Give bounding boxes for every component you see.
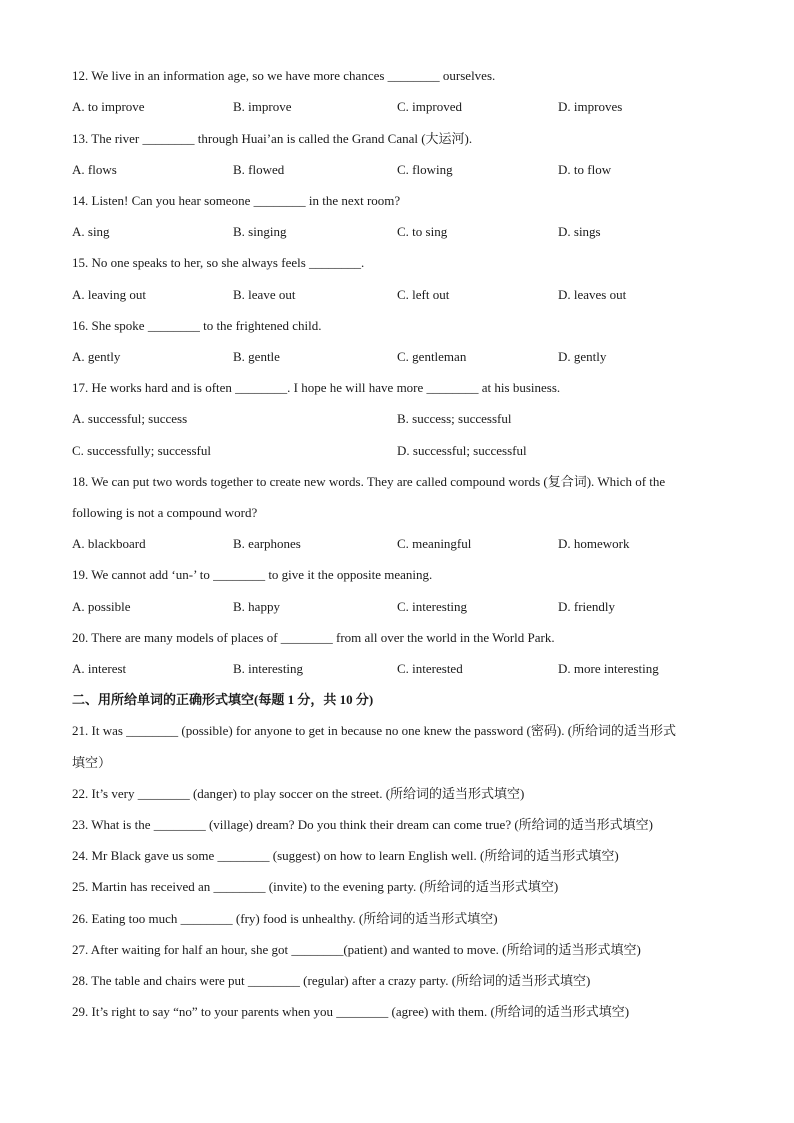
option-c: C. improved bbox=[397, 99, 462, 114]
fill-item-29: 29. It’s right to say “no” to your parents when you ________ (agree) with them. (所给词的适当形式填空) bbox=[72, 1004, 630, 1019]
option-a: A. sing bbox=[72, 224, 110, 239]
option-b: B. earphones bbox=[233, 536, 301, 551]
option-c: C. meaningful bbox=[397, 536, 472, 551]
fill-item-25: 25. Martin has received an ________ (invite) to the evening party. (所给词的适当形式填空) bbox=[72, 879, 559, 894]
fill-item-21: 21. It was ________ (possible) for anyone to get in because no one knew the password (密码). (所给词的适当形式 bbox=[72, 723, 677, 738]
fill-item-21-cont: 填空） bbox=[72, 755, 112, 770]
option-c: C. interested bbox=[397, 661, 463, 676]
question-17-stem: 17. He works hard and is often ________. I hope he will have more ________ at his business. bbox=[72, 380, 561, 395]
option-d: D. sings bbox=[558, 224, 601, 239]
option-d: D. to flow bbox=[558, 162, 612, 177]
option-d: D. homework bbox=[558, 536, 630, 551]
option-a: A. interest bbox=[72, 661, 127, 676]
option-d: D. friendly bbox=[558, 599, 616, 614]
fill-item-24: 24. Mr Black gave us some ________ (suggest) on how to learn English well. (所给词的适当形式填空) bbox=[72, 848, 619, 863]
option-a: A. blackboard bbox=[72, 536, 146, 551]
option-a: A. possible bbox=[72, 599, 131, 614]
question-13-stem: 13. The river ________ through Huai’an is called the Grand Canal (大运河). bbox=[72, 131, 473, 146]
option-b: B. flowed bbox=[233, 162, 285, 177]
option-d: D. more interesting bbox=[558, 661, 659, 676]
option-d: D. gently bbox=[558, 349, 607, 364]
option-a: A. leaving out bbox=[72, 287, 147, 302]
option-b: B. interesting bbox=[233, 661, 304, 676]
option-b: B. happy bbox=[233, 599, 280, 614]
fill-item-22: 22. It’s very ________ (danger) to play soccer on the street. (所给词的适当形式填空) bbox=[72, 786, 525, 801]
option-c: C. flowing bbox=[397, 162, 453, 177]
option-b: B. improve bbox=[233, 99, 292, 114]
section-heading: 二、用所给单词的正确形式填空(每题 1 分，共 10 分) bbox=[72, 692, 374, 707]
option-d: D. improves bbox=[558, 99, 623, 114]
option-b: B. leave out bbox=[233, 287, 296, 302]
question-19-stem: 19. We cannot add ‘un-’ to ________ to give it the opposite meaning. bbox=[72, 567, 433, 582]
option-b: B. singing bbox=[233, 224, 287, 239]
option-b: B. gentle bbox=[233, 349, 280, 364]
fill-item-28: 28. The table and chairs were put ________ (regular) after a crazy party. (所给词的适当形式填空) bbox=[72, 973, 591, 988]
option-c: C. interesting bbox=[397, 599, 468, 614]
option-c: C. to sing bbox=[397, 224, 448, 239]
option-a: A. successful; success bbox=[72, 411, 188, 426]
fill-item-26: 26. Eating too much ________ (fry) food is unhealthy. (所给词的适当形式填空) bbox=[72, 911, 498, 926]
question-18-stem-line2: following is not a compound word? bbox=[72, 505, 258, 520]
option-d: D. leaves out bbox=[558, 287, 627, 302]
question-14-stem: 14. Listen! Can you hear someone ________ in the next room? bbox=[72, 193, 401, 208]
option-d: D. successful; successful bbox=[397, 443, 527, 458]
option-a: A. to improve bbox=[72, 99, 145, 114]
option-c: C. successfully; successful bbox=[72, 443, 212, 458]
question-16-stem: 16. She spoke ________ to the frightened child. bbox=[72, 318, 322, 333]
option-b: B. success; successful bbox=[397, 411, 512, 426]
question-15-stem: 15. No one speaks to her, so she always feels ________. bbox=[72, 255, 365, 270]
option-c: C. gentleman bbox=[397, 349, 467, 364]
option-c: C. left out bbox=[397, 287, 450, 302]
question-12-stem: 12. We live in an information age, so we have more chances ________ ourselves. bbox=[72, 68, 496, 83]
option-a: A. gently bbox=[72, 349, 121, 364]
question-18-stem-line1: 18. We can put two words together to create new words. They are called compound words (复合词). Which of the bbox=[72, 474, 666, 489]
question-20-stem: 20. There are many models of places of ________ from all over the world in the World Park. bbox=[72, 630, 555, 645]
option-a: A. flows bbox=[72, 162, 117, 177]
fill-item-23: 23. What is the ________ (village) dream? Do you think their dream can come true? (所给词的适当形式填空) bbox=[72, 817, 654, 832]
fill-item-27: 27. After waiting for half an hour, she got ________(patient) and wanted to move. (所给词的适当形式填空) bbox=[72, 942, 641, 957]
